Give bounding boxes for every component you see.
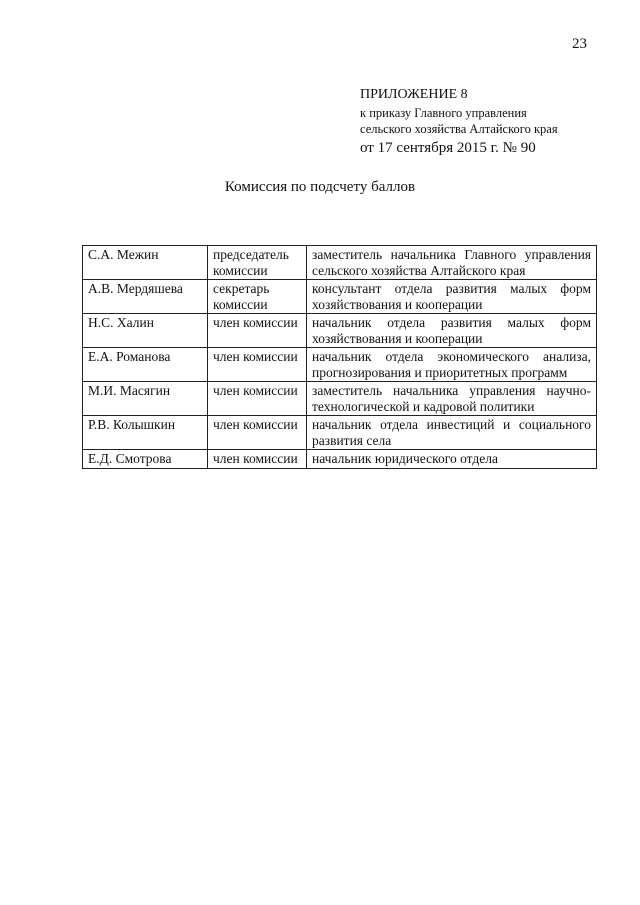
- appendix-title: ПРИЛОЖЕНИЕ 8: [360, 87, 468, 102]
- member-role: член комиссии: [208, 348, 307, 382]
- table-row: [83, 416, 597, 450]
- member-position: начальник юридического отдела: [307, 450, 597, 469]
- table-row: [83, 450, 597, 469]
- member-role: член комиссии: [208, 382, 307, 416]
- table-row: [83, 314, 597, 348]
- member-name: Е.А. Романова: [83, 348, 208, 382]
- appendix-date: от 17 сентября 2015 г. № 90: [360, 140, 536, 156]
- commission-members-table: [82, 245, 597, 469]
- table-row: [83, 382, 597, 416]
- appendix-header: [360, 86, 620, 158]
- appendix-order-line-1: к приказу Главного управления: [360, 106, 527, 120]
- member-role: председатель комиссии: [208, 246, 307, 280]
- member-name: Е.Д. Смотрова: [83, 450, 208, 469]
- table-row: [83, 280, 597, 314]
- member-position: начальник отдела экономического анализа, прогнозирования и приоритетных программ: [307, 348, 597, 382]
- member-position: начальник отдела инвестиций и социального развития села: [307, 416, 597, 450]
- document-title: Комиссия по подсчету баллов: [224, 179, 416, 195]
- member-name: М.И. Масягин: [83, 382, 208, 416]
- member-name: С.А. Межин: [83, 246, 208, 280]
- member-name: А.В. Мердяшева: [83, 280, 208, 314]
- member-position: заместитель начальника управления научно-технологической и кадровой политики: [307, 382, 597, 416]
- appendix-order-line-2: сельского хозяйства Алтайского края: [360, 122, 558, 136]
- member-role: секретарь комиссии: [208, 280, 307, 314]
- member-position: консультант отдела развития малых форм хозяйствования и кооперации: [307, 280, 597, 314]
- page-number: 23: [572, 36, 587, 52]
- table-row: [83, 348, 597, 382]
- member-position: заместитель начальника Главного управления сельского хозяйства Алтайского края: [307, 246, 597, 280]
- member-role: член комиссии: [208, 450, 307, 469]
- member-role: член комиссии: [208, 416, 307, 450]
- member-position: начальник отдела развития малых форм хозяйствования и кооперации: [307, 314, 597, 348]
- member-name: Р.В. Колышкин: [83, 416, 208, 450]
- member-role: член комиссии: [208, 314, 307, 348]
- table-row: [83, 246, 597, 280]
- member-name: Н.С. Халин: [83, 314, 208, 348]
